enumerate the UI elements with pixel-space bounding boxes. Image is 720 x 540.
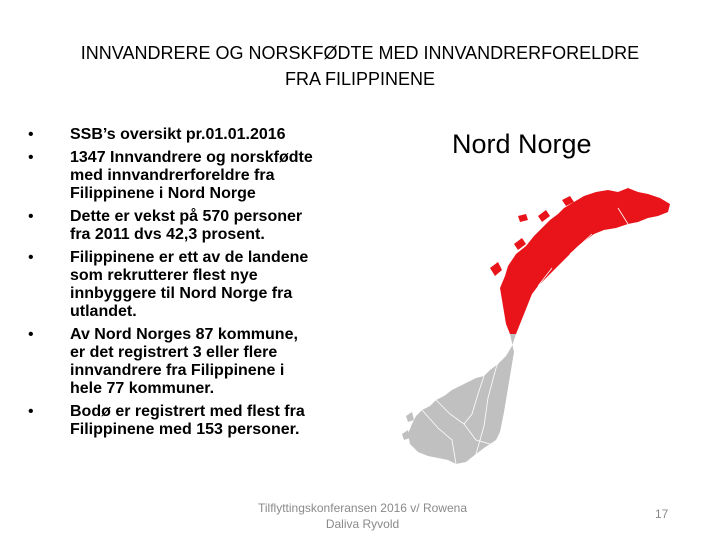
footer <box>255 500 470 532</box>
norway-map <box>392 188 692 468</box>
bullet-line: innbyggere til Nord Norge fra <box>70 285 293 302</box>
bullet-line: fra 2011 dvs 42,3 prosent. <box>70 226 265 243</box>
bullet-dot: • <box>28 403 34 420</box>
bullet-line: Filippinene er ett av de landene <box>70 249 309 266</box>
bullet-dot: • <box>28 249 34 266</box>
bullet-line: hele 77 kommuner. <box>70 380 215 397</box>
map-island-north <box>538 210 550 222</box>
bullet-line: med innvandrerforeldre fra <box>70 167 275 184</box>
bullet-item <box>28 149 348 203</box>
footer-line-2: Daliva Ryvold <box>325 517 400 531</box>
bullet-line: Av Nord Norges 87 kommune, <box>70 326 298 343</box>
bullet-item <box>28 326 348 398</box>
bullet-line: Dette er vekst på 570 personer <box>70 208 303 225</box>
slide-title-line-2: FRA FILIPPINENE <box>284 69 436 89</box>
bullet-item <box>28 403 348 439</box>
bullet-item <box>28 249 348 321</box>
bullet-line: som rekrutterer flest nye <box>70 267 258 284</box>
map-island-north <box>518 214 528 222</box>
bullet-line: 1347 Innvandrere og norskfødte <box>70 149 313 166</box>
bullet-list <box>28 126 348 444</box>
bullet-line: er det registrert 3 eller flere <box>70 344 278 361</box>
bullet-dot: • <box>28 208 34 225</box>
slide-title-line-1: INNVANDRERE OG NORSKFØDTE MED INNVANDRERFORELDRE <box>80 43 640 63</box>
bullet-line: SSB’s oversikt pr.01.01.2016 <box>70 126 286 143</box>
page-number: 17 <box>655 507 669 521</box>
map-island-south <box>406 412 414 422</box>
bullet-dot: • <box>28 126 34 143</box>
footer-line-1: Tilflyttingskonferansen 2016 v/ Rowena <box>257 501 467 515</box>
slide-title <box>20 40 700 92</box>
bullet-line: utlandet. <box>70 303 137 320</box>
bullet-line: innvandrere fra Filippinene i <box>70 362 285 379</box>
bullet-line: Filippinene i Nord Norge <box>70 185 256 202</box>
map-island-north <box>490 262 502 276</box>
bullet-item <box>28 126 348 144</box>
bullet-line: Filippinene med 153 personer. <box>70 421 300 438</box>
bullet-dot: • <box>28 149 34 166</box>
map-region-north <box>500 188 670 334</box>
bullet-item <box>28 208 348 244</box>
region-label: Nord Norge <box>452 129 592 159</box>
bullet-line: Bodø er registrert med flest fra <box>70 403 305 420</box>
map-island-south <box>402 430 410 440</box>
bullet-dot: • <box>28 326 34 343</box>
map-region-south <box>408 334 516 464</box>
